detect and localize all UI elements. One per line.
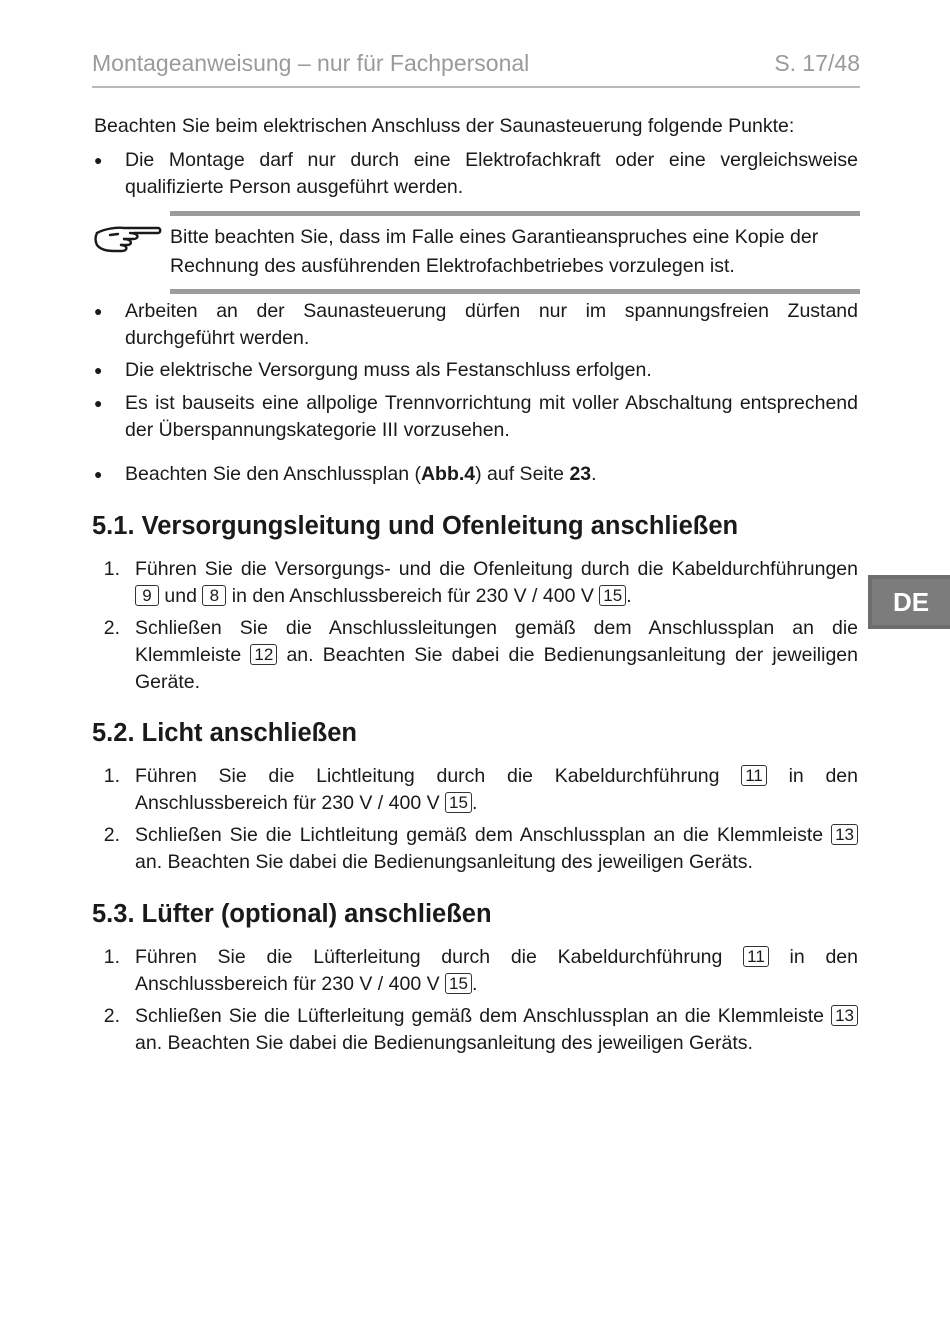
- list-item: ● Beachten Sie den Anschlussplan (Abb.4) auf Seite 23.: [94, 461, 858, 488]
- document-title: Montageanweisung – nur für Fachpersonal: [92, 50, 530, 76]
- item-number-badge: 8: [202, 585, 226, 606]
- list-item: ● Arbeiten an der Saunasteuerung dürfen nur im spannungsfreien Zustand durchgeführt werden.: [94, 300, 858, 349]
- page-number: S. 17/48: [774, 50, 860, 76]
- language-tab: [868, 575, 950, 629]
- bullet-icon: ●: [94, 395, 103, 411]
- bullet-icon: ●: [94, 303, 103, 319]
- warranty-note: [170, 211, 860, 294]
- list-item: 2. Schließen Sie die Lichtleitung gemäß dem Anschlussplan an die Klemmleiste 13 an. Beachten Sie dabei die Bedienungsanleitung des jeweiligen Geräts.: [92, 822, 858, 876]
- item-number-badge: 11: [741, 765, 767, 786]
- item-number-badge: 15: [599, 585, 626, 606]
- item-number-badge: 13: [831, 824, 858, 845]
- item-number-badge: 9: [135, 585, 159, 606]
- list-item: 1. Führen Sie die Versorgungs- und die Ofenleitung durch die Kabeldurchführungen 9 und 8 in den Anschlussbereich für 230 V / 400 V 15 .: [103, 558, 858, 607]
- item-number-badge: 11: [743, 946, 769, 967]
- bullet-icon: ●: [94, 362, 103, 378]
- list-item: 2. Schließen Sie die Lüfterleitung gemäß dem Anschlussplan an die Klemmleiste 13 an. Beachten Sie dabei die Bedienungsanleitung des jeweiligen Geräts.: [92, 1003, 858, 1057]
- page-reference: 23: [569, 463, 592, 485]
- item-number-badge: 12: [250, 644, 277, 665]
- item-number-badge: 13: [831, 1005, 858, 1026]
- list-item: 1. Führen Sie die Lichtleitung durch die Kabeldurchführung 11 in den Anschlussbereich für 230 V / 400 V 15 .: [103, 765, 858, 814]
- figure-reference: Abb.4: [420, 463, 476, 485]
- list-item: ● Die elektrische Versorgung muss als Festanschluss erfolgen.: [94, 357, 858, 384]
- language-tab-label: DE: [872, 579, 950, 625]
- bullet-icon: ●: [94, 466, 103, 482]
- page-header: [92, 48, 860, 88]
- list-item: ● Es ist bauseits eine allpolige Trennvorrichtung mit voller Abschaltung entsprechend der Überspannungskategorie III vorzusehen.: [94, 392, 858, 441]
- item-number-badge: 15: [445, 792, 472, 813]
- pointing-hand-icon: [94, 221, 162, 257]
- intro-text: Beachten Sie beim elektrischen Anschluss der Saunasteuerung folgende Punkte:: [94, 115, 795, 137]
- section-heading-5-1: 5.1. Versorgungsleitung und Ofenleitung anschließen: [92, 512, 739, 540]
- item-number-badge: 15: [445, 973, 472, 994]
- note-text: Bitte beachten Sie, dass im Falle eines Garantieanspruches eine Kopie der Rechnung des ausführenden Elektrofachbetriebes vorzulegen ist.: [170, 226, 819, 277]
- list-item: 1. Führen Sie die Lüfterleitung durch die Kabeldurchführung 11 in den Anschlussbereich für 230 V / 400 V 15 .: [103, 946, 858, 995]
- section-heading-5-2: 5.2. Licht anschließen: [92, 719, 357, 747]
- bullet-icon: ●: [94, 152, 103, 168]
- list-item: ● Die Montage darf nur durch eine Elektrofachkraft oder eine vergleichsweise qualifizierte Person ausgeführt werden.: [94, 149, 858, 198]
- list-item: 2. Schließen Sie die Anschlussleitungen gemäß dem Anschlussplan an die Klemmleiste 12 an. Beachten Sie dabei die Bedienungsanleitung der jeweiligen Geräte.: [103, 617, 858, 693]
- section-heading-5-3: 5.3. Lüfter (optional) anschließen: [92, 900, 492, 928]
